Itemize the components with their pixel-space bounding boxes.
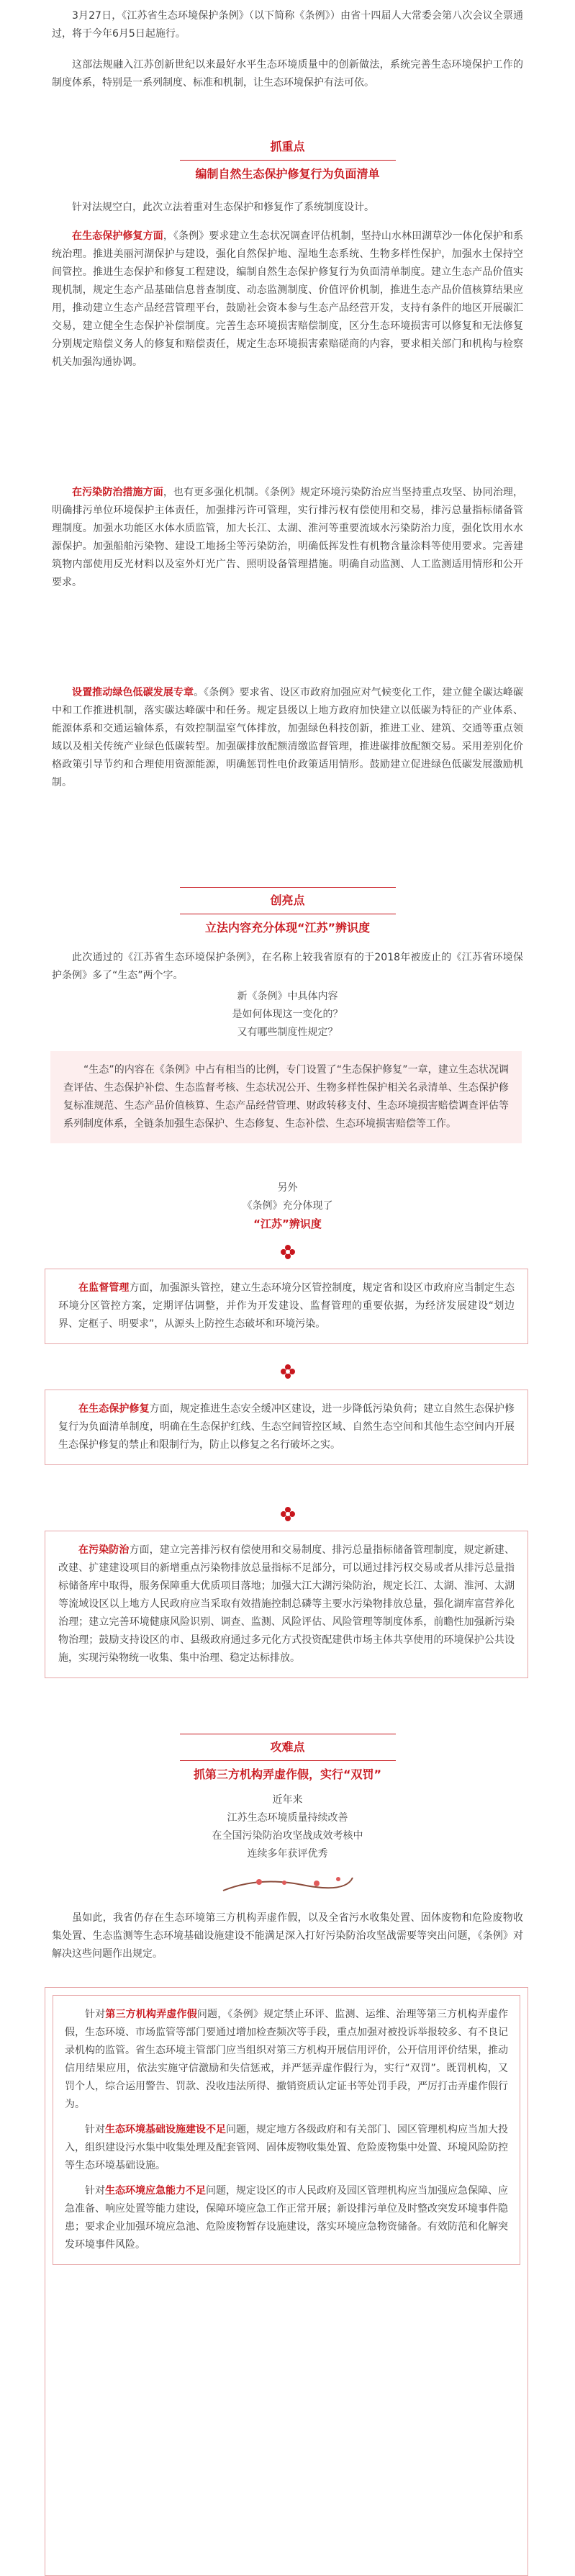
box-body: 方面，规定推进生态安全缓冲区建设，进一步降低污染负荷；建立自然生态保护修复行为负面清单制度，明确在生态保护红线、生态空间管控区域、自然生态空间和其他生态空间内开展生态保护修复的禁止和限制行为，防止以修复之名行破坏之实。 (58, 1403, 515, 1451)
question-line: 新《条例》中具体内容 (237, 991, 338, 1002)
section-1-heading (52, 138, 523, 184)
para-body: 问题，规定设区的市人民政府及园区管理机构应当加强应急保障、应急准备、响应处置等能力建设，保障环境应急工作正常开展；新设排污单位及时整改突发环境事件隐患；要求企业加强环境应急池、危险废物暂存设施建设，落实环境应急物资储备。有效防范和化解突发环境事件风险。 (65, 2185, 508, 2251)
section-3-lead (52, 1909, 523, 1963)
para-body: ，《条例》要求建立生态状况调查评估机制，坚持山水林田湖草沙一体化保护和系统治理。推进美丽河湖保护与建设，强化自然保护地、湿地生态系统、生物多样性保护，加强水土保持空间管控。推进生态保护和修复工程建设，编制自然生态保护修复行为负面清单制度。建立生态产品价值实现机制，规定生态产品基础信息普查制度、动态监测制度、价值评价机制，推进生态产品价值核算结果应用，推动建立生态产品经营管理平台，鼓励社会资本参与生态产品经营开发，支持有条件的地区开展碳汇交易，建立健全生态保护补偿制度。完善生态环境损害赔偿制度，区分生态环境损害可以修复和无法修复分别规定赔偿义务人的修复和赔偿责任，规定生态环境损害索赔磋商的内容，要求相关部门和机构与检察机关加强沟通协调。 (52, 230, 524, 368)
feature-box-pollution (45, 1531, 528, 1678)
section-2-lead (52, 949, 523, 985)
question-group (52, 988, 523, 1042)
para-label: 生态环境应急能力不足 (105, 2185, 206, 2197)
context-line: 在全国污染防治攻坚战成效考核中 (212, 1830, 363, 1842)
flower-icon (280, 1244, 296, 1260)
feature-box-supervision (45, 1269, 528, 1344)
intro-paragraph-1: 3月27日，《江苏省生态环境保护条例》（以下简称《条例》）由省十四届人大常委会第八次会议全票通过，将于今年6月5日起施行。 (52, 10, 523, 40)
feature-box-protection (45, 1390, 528, 1465)
flower-icon (280, 1506, 296, 1522)
para-prefix: 针对 (85, 2185, 105, 2197)
section-2-tag: 创亮点 (270, 893, 305, 907)
context-line: 近年来 (272, 1794, 303, 1806)
section-1-title: 编制自然生态保护修复行为负面清单 (195, 167, 380, 181)
emphasis-group (52, 1179, 523, 1233)
box-label: 在监督管理 (78, 1282, 130, 1294)
highlight-text: “生态”的内容在《条例》中占有相当的比例，专门设置了“生态保护修复”一章，建立生态状况调查评估、生态保护补偿、生态监督考核、生态状况公开、生物多样性保护相关名录清单、生态保护修复标准规范、生态产品价值核算、生态产品经营管理、财政转移支付、生态环境损害赔偿调查评估等系列制度体系，全链条加强生态保护、生态修复、生态补偿、生态环境损害赔偿等工作。 (63, 1064, 509, 1130)
para-body: 问题，《条例》规定禁止环评、监测、运维、治理等第三方机构弄虚作假，生态环境、市场监管等部门要通过增加检查频次等手段，重点加强对被投诉举报较多、有不良记录机构的监管。省生态环境主管部门应当组织对第三方机构开展信用评价，公开信用评价结果，推动信用结果应用，依法实施守信激励和失信惩戒，并严惩弄虚作假行为，实行“双罚”。既罚机构，又罚个人，综合运用警告、罚款、没收违法所得、撤销资质认定证书等处罚手段，严厉打击弄虚作假行为。 (65, 2009, 509, 2110)
lead-text: 针对法规空白，此次立法着重对生态保护和修复作了系统制度设计。 (72, 202, 374, 213)
section-1-para-1 (52, 228, 523, 371)
question-line: 是如何体现这一变化的？ (232, 1009, 343, 1020)
context-group (52, 1791, 523, 1863)
plum-branch-icon (216, 1869, 360, 1898)
section-3-heading (52, 1734, 523, 1784)
para-prefix: 针对 (85, 2124, 105, 2135)
context-line: 连续多年获评优秀 (247, 1848, 328, 1860)
box-label: 在生态保护修复 (78, 1403, 150, 1415)
measures-inner (53, 1995, 520, 2265)
emphasis-line: 另外 (277, 1182, 298, 1194)
flower-icon (280, 1364, 296, 1379)
emphasis-line: 《条例》充分体现了 (242, 1200, 333, 1212)
section-2-title: 立法内容充分体现“江苏”辨识度 (204, 921, 371, 935)
section-3-tag: 攻难点 (270, 1740, 305, 1754)
box-body: 方面，建立完善排污权有偿使用和交易制度、排污总量指标储备管理制度，规定新建、改建、扩建建设项目的新增重点污染物排放总量指标不足部分，可以通过排污权交易或者从排污总量指标储备库中取得，服务保障重大优质项目落地；加强大江大湖污染防治，规定长江、太湖、淮河、太湖等流域设区以上地方人民政府应当采取有效措施控制总磷等主要水污染物排放总量，强化湖库富营养化治理；建立完善环境健康风险识别、调查、监测、风险评估、风险管理等制度体系，前瞻性加强新污染物治理；鼓励支持设区的市、县级政府通过多元化方式投资配建供市场主体共享使用的环境保护公共设施，实现污染物统一收集、集中治理、稳定达标排放。 (58, 1544, 515, 1664)
heading-divider (180, 1760, 396, 1761)
emphasis-title: “江苏”辨识度 (253, 1217, 322, 1230)
intro-2 (52, 56, 523, 92)
highlight-box (50, 1051, 522, 1143)
context-line: 江苏生态环境质量持续改善 (227, 1812, 348, 1824)
lead-text: 此次通过的《江苏省生态环境保护条例》，在名称上较我省原有的于2018年被废止的《江苏省环境保护条例》多了“生态”两个字。 (52, 952, 523, 981)
para-label: 在污染防治措施方面 (72, 487, 163, 498)
lead-text: 虽如此，我省仍存在生态环境第三方机构弄虚作假，以及全省污水收集处置、固体废物和危险废物收集处置、生态监测等生态环境基础设施建设不能满足深入打好污染防治攻坚战需要等突出问题，《条例》对解决这些问题作出规定。 (52, 1912, 523, 1960)
intro-paragraph-2: 这部法规融入江苏创新世纪以来最好水平生态环境质量中的创新做法，系统完善生态环境保护工作的制度体系，特别是一系列制度、标准和机制，让生态环境保护有法可依。 (52, 59, 523, 89)
question-line: 又有哪些制度性规定？ (237, 1027, 338, 1038)
section-2-heading (52, 887, 523, 937)
para-body: ，也有更多强化机制。《条例》规定环境污染防治应当坚持重点攻坚、协同治理，明确排污单位环境保护主体责任，加强排污许可管理，实行排污权有偿使用和交易，排污总量指标储备管理制度。加强水功能区水体水质监管，加大长江、太湖、淮河等重要流域水污染防治力度，强化饮用水水源保护。加强船舶污染物、建设工地扬尘等污染防治，明确低挥发性有机物含量涂料等使用要求。完善建筑物内部使用反光材料以及室外灯光广告、照明设备管理措施。明确自动监测、人工监测适用情形和公开要求。 (52, 487, 524, 588)
para-body: 。《条例》要求省、设区市政府加强应对气候变化工作，建立健全碳达峰碳中和工作推进机制，落实碳达峰碳中和任务。规定县级以上地方政府加快建立以低碳为特征的产业体系、能源体系和交通运输体系，有效控制温室气体排放，加强绿色科技创新，推进工业、建筑、交通等重点领域以及相关传统产业绿色低碳转型。加强碳排放配额清缴监督管理，推进碳排放配额交易。采用差别化价格政策引导节约和合理使用资源能源，明确惩罚性电价政策适用情形。鼓励建立促进绿色低碳发展激励机制。 (52, 687, 524, 788)
intro (52, 7, 523, 43)
para-body: 问题，规定地方各级政府和有关部门、园区管理机构应当加大投入，组织建设污水集中收集处理及配套管网、固体废物收集处置、危险废物集中处置、环境风险防控等生态环境基础设施。 (65, 2124, 508, 2171)
para-label: 在生态保护修复方面 (72, 230, 163, 242)
para-prefix: 针对 (85, 2009, 106, 2020)
section-3-title: 抓第三方机构弄虚作假，实行“双罚” (193, 1767, 382, 1781)
section-1-para-3 (52, 684, 523, 792)
measures-box (45, 1987, 528, 2576)
section-1-lead (52, 199, 523, 217)
section-1-tag: 抓重点 (270, 140, 305, 153)
box-label: 在污染防治 (78, 1544, 130, 1556)
box-body: 方面，加强源头管控，建立生态环境分区管控制度，规定省和设区市政府应当制定生态环境分区管控方案，定期评估调整，并作为开发建设、监督管理的重要依据，为经济发展建设“划边界、定框子、明要求”，从源头上防控生态破坏和环境污染。 (58, 1282, 515, 1330)
section-1-para-2 (52, 484, 523, 592)
para-label: 第三方机构弄虚作假 (105, 2009, 197, 2020)
para-label: 生态环境基础设施建设不足 (105, 2124, 226, 2135)
heading-divider (180, 887, 396, 888)
para-label: 设置推动绿色低碳发展专章 (72, 687, 194, 698)
heading-divider (180, 160, 396, 161)
